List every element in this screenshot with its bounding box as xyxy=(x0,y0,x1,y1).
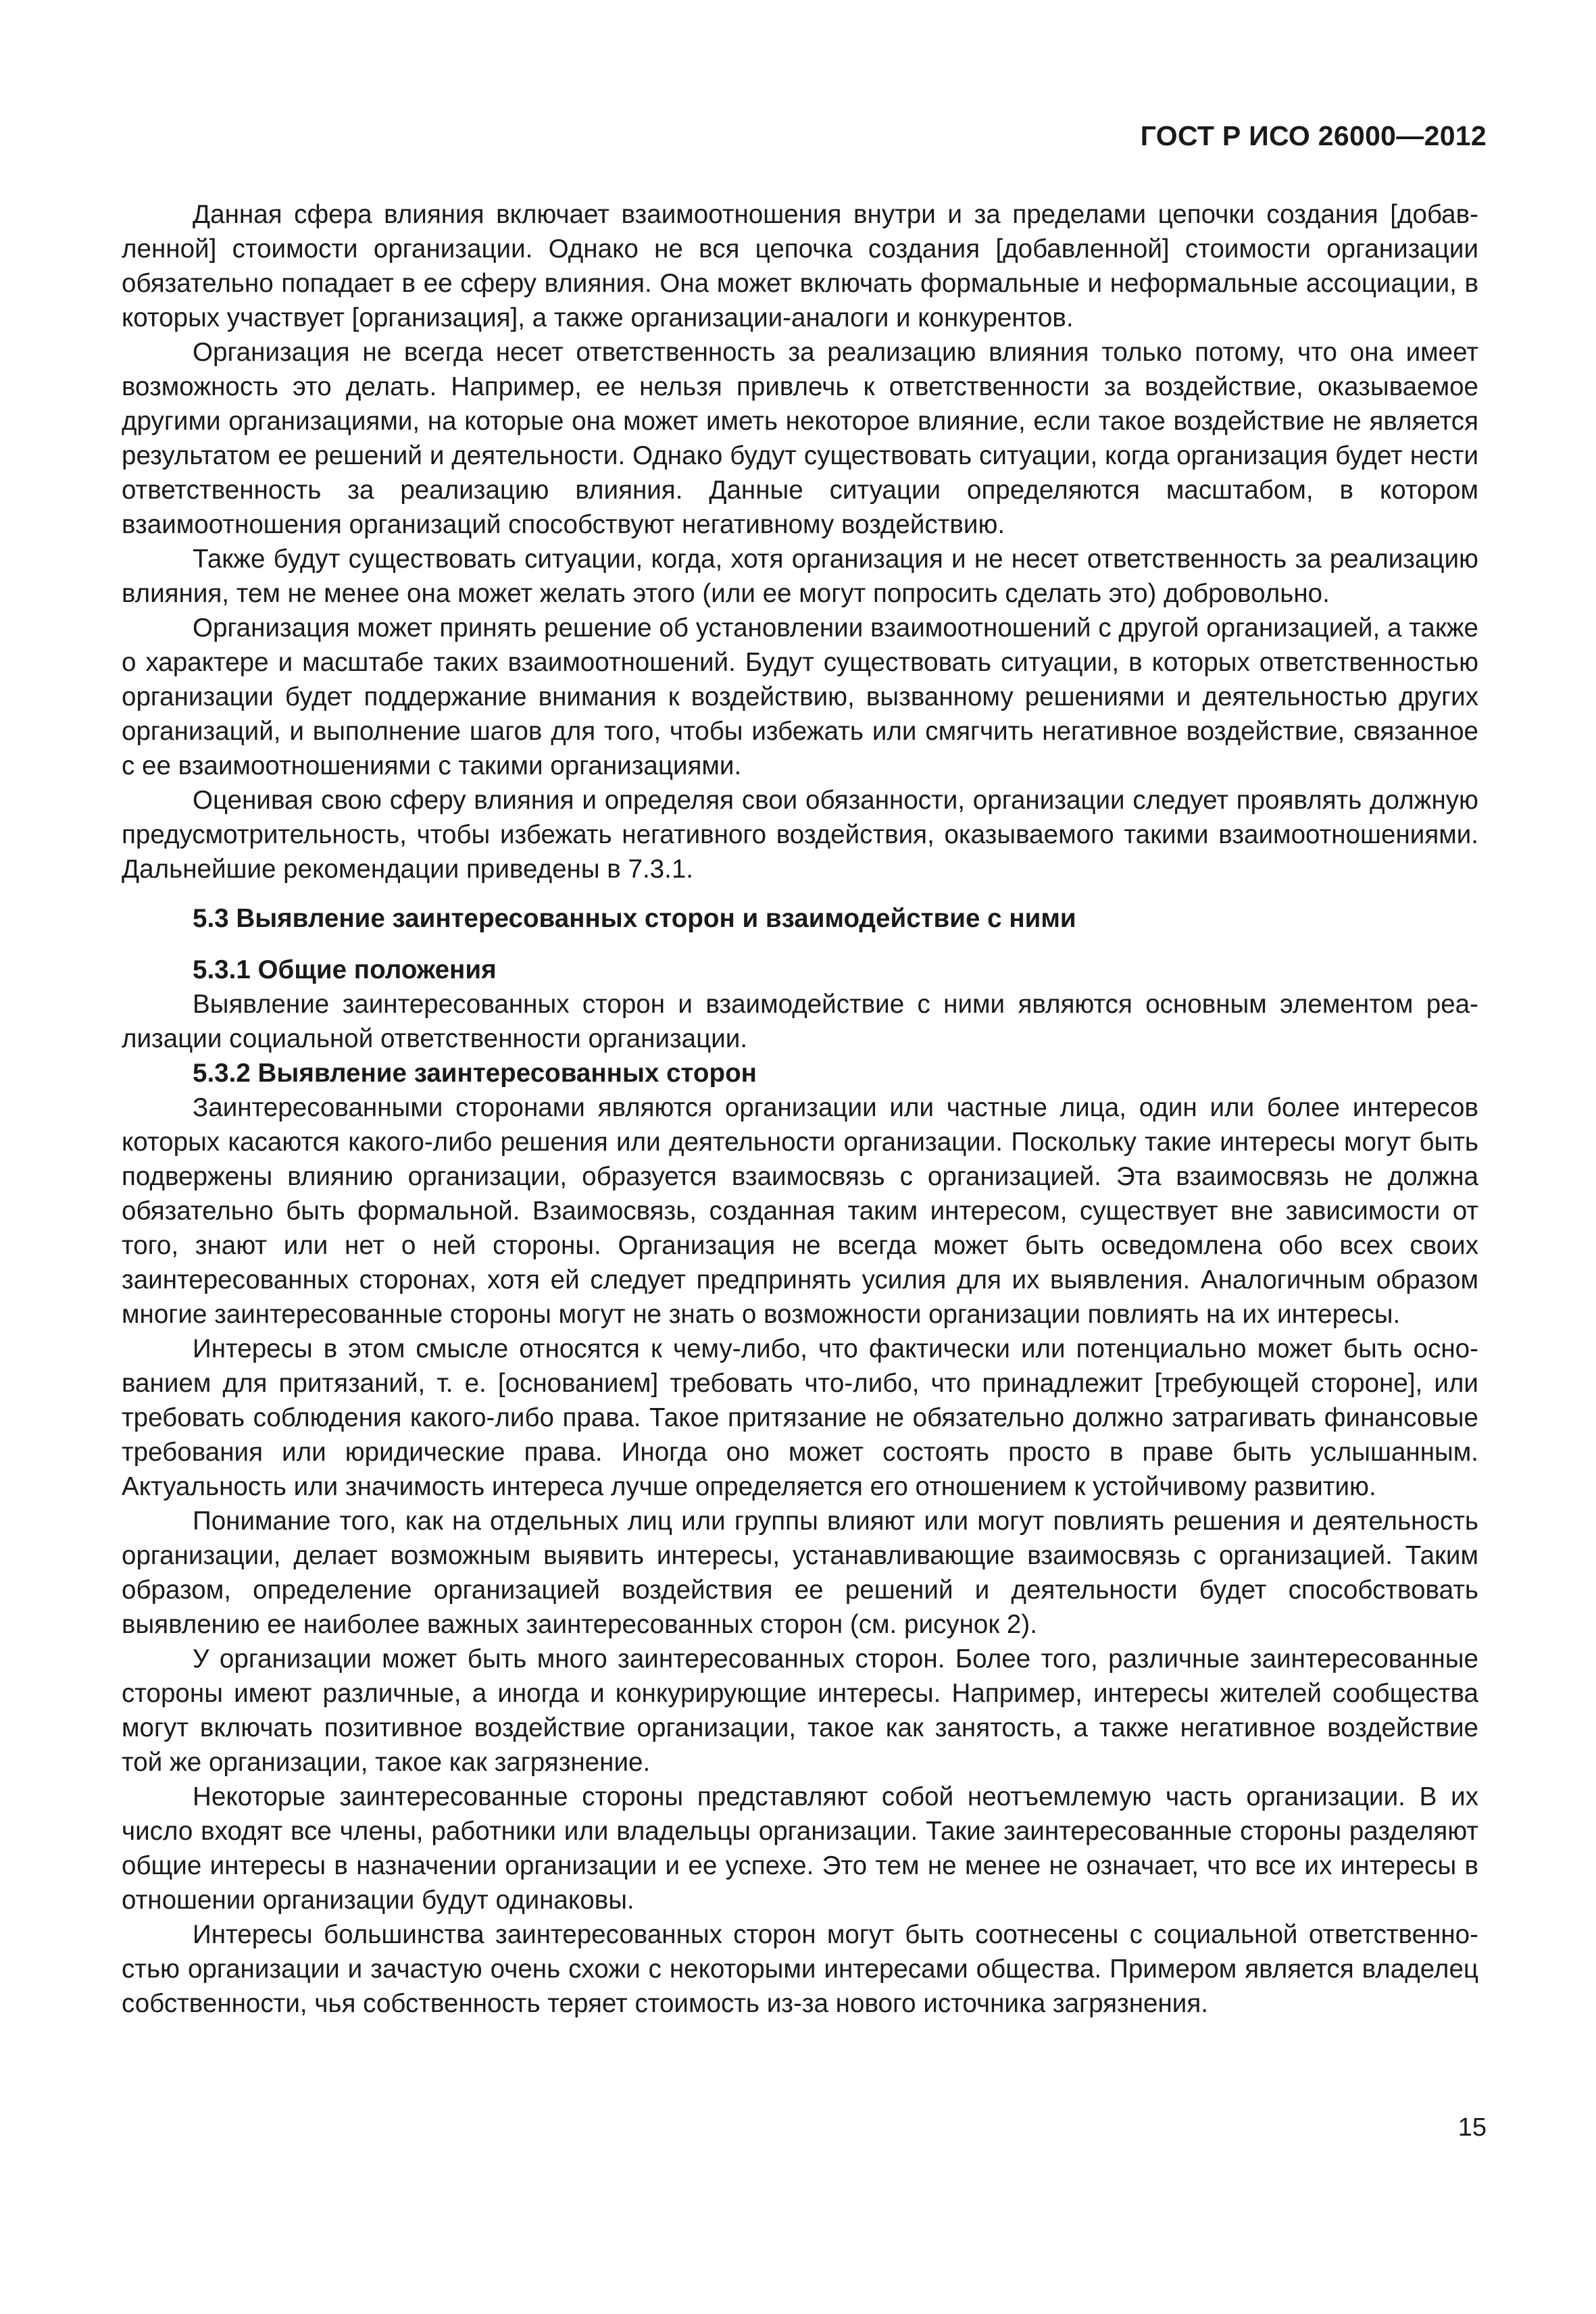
paragraph: Интересы в этом смысле относятся к чему-либо, что фактически или потенциально может быть основанием для притязаний, т. е. [основанием] требовать что-либо, что принадлежит [требующей стороне], или требовать соблюдения какого-либо права. Такое притязание не обязательно должно затрагивать финансовые требования или юридические права. Иногда оно может состоять просто в праве быть услышанным. Актуальность или значимость интереса лучше определяется его отношением к устойчивому развитию. xyxy=(122,1334,1478,1501)
paragraph: Заинтересованными сторонами являются организации или частные лица, один или более интересов которых касаются какого-либо решения или деятельности организации. Поскольку такие интересы могут быть подвержены влиянию организации, образуется взаимосвязь с организацией. Эта взаимосвязь не должна обязательно быть формальной. Взаимосвязь, созданная таким интересом, существует вне зависимости от того, знают или нет о ней стороны. Организация не всегда может быть осведомлена обо всех своих заинтересованных сторонах, хотя ей следует предпринять усилия для их выявления. Аналогичным образом многие заинтересованные стороны могут не знать о возможности организации повлиять на их интересы. xyxy=(122,1093,1478,1329)
paragraph: Также будут существовать ситуации, когда, хотя организация и не несет ответственность за реализацию влияния, тем не менее она может желать этого (или ее могут попросить сделать это) добровольно. xyxy=(122,545,1478,608)
page-content xyxy=(122,197,1478,2021)
paragraph: Оценивая свою сферу влияния и определяя свои обязанности, организации следует проявлять должную предусмотрительность, чтобы избежать негативного воздействия, оказываемого такими взаимоотношениями. Дальнейшие рекомендации приведены в 7.3.1. xyxy=(122,786,1478,884)
paragraph: Выявление заинтересованных сторон и взаимодействие с ними являются основным элементом реализации социальной ответственности организации. xyxy=(122,990,1478,1053)
standard-header: ГОСТ Р ИСО 26000—2012 xyxy=(1140,120,1487,151)
paragraph: Некоторые заинтересованные стороны представляют собой неотъемлемую часть организации. В их число входят все члены, работники или владельцы организации. Такие заинтересованные стороны разделяют общие интересы в назначении организации и ее успехе. Это тем не менее не означает, что все их интересы в отношении организации будут одинаковы. xyxy=(122,1782,1478,1915)
paragraph: Интересы большинства заинтересованных сторон могут быть соотнесены с социальной ответственностью организации и зачастую очень схожи с некоторыми интересами общества. Примером является владелец собственности, чья собственность теряет стоимость из-за нового источника загрязнения. xyxy=(122,1920,1478,2018)
paragraph: Понимание того, как на отдельных лиц или группы влияют или могут повлиять решения и деятельность организации, делает возможным выявить интересы, устанавливающие взаимосвязь с организацией. Таким образом, определение организацией воздействия ее решений и деятельности будет способствовать выявлению ее наиболее важных заинтересованных сторон (см. рисунок 2). xyxy=(122,1507,1478,1639)
section-heading-5-3: 5.3 Выявление заинтересованных сторон и взаимодействие с ними xyxy=(193,904,1076,933)
paragraph: Данная сфера влияния включает взаимоотношения внутри и за пределами цепочки создания [добавленной] стоимости организации. Однако не вся цепочка создания [добавленной] стоимости организации обязательно попадает в ее сферу влияния. Она может включать формальные и неформальные ассоциации, в которых участвует [организация], а также организации-аналоги и конкурентов. xyxy=(122,200,1478,332)
page-number: 15 xyxy=(1457,2113,1487,2142)
paragraph: Организация не всегда несет ответственность за реализацию влияния только потому, что она имеет возможность это делать. Например, ее нельзя привлечь к ответственности за воздействие, оказываемое другими организациями, на которые она может иметь некоторое влияние, если такое воздействие не является результатом ее решений и деятельности. Однако будут существовать ситуации, когда организация будет нести ответственность за реализацию влияния. Данные ситуации определяются масштабом, в котором взаимоотношения организаций способствуют негативному воздействию. xyxy=(122,338,1478,539)
subsection-heading-5-3-2: 5.3.2 Выявление заинтересованных сторон xyxy=(193,1059,757,1088)
paragraph: Организация может принять решение об установлении взаимоотношений с другой организацией, а также о характере и масштабе таких взаимоотношений. Будут существовать ситуации, в которых ответственностью организации будет поддержание внимания к воздействию, вызванному решениями и деятельностью других организаций, и выполнение шагов для того, чтобы избежать или смягчить негативное воздействие, связанное с ее взаимоотношениями с такими организациями. xyxy=(122,613,1478,780)
paragraph: У организации может быть много заинтересованных сторон. Более того, различные заинтересованные стороны имеют различные, а иногда и конкурирующие интересы. Например, интересы жителей сообщества могут включать позитивное воздействие организации, такое как занятость, а также негативное воздействие той же организации, такое как загрязнение. xyxy=(122,1644,1478,1777)
subsection-heading-5-3-1: 5.3.1 Общие положения xyxy=(193,955,497,984)
